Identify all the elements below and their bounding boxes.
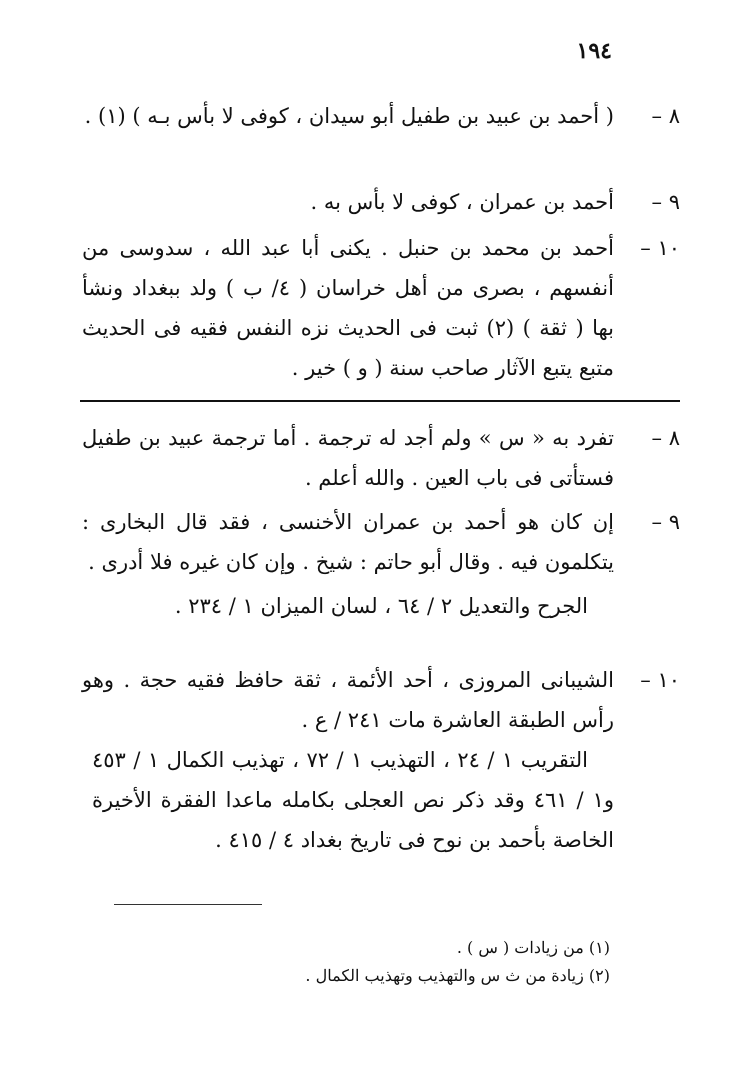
page-number: ١٩٤: [576, 38, 612, 64]
entry-text: أحمد بن محمد بن حنبل . يكنى أبا عبد الله ، سدوسى من أنفسهم ، بصرى من أهل خراسان ( ٤/ ب ) ولد ببغداد ونشأ بها ( ثقة ) (٢) ثبت فى الحديث نزه النفس فقيه فى الحديث متبع يتبع الآثار صاحب سنة ( و ) خير .: [82, 236, 614, 380]
note-reference: الجرح والتعديل ٢ / ٦٤ ، لسان الميزان ١ / ٢٣٤ .: [174, 594, 588, 618]
note-text: الشيبانى المروزى ، أحد الأئمة ، ثقة حافظ فقيه حجة . وهو رأس الطبقة العاشرة مات ٢٤١ / ع .: [82, 668, 614, 732]
note-number: ٨ –: [651, 426, 680, 450]
footnotes: [130, 934, 610, 990]
section-divider: [80, 400, 680, 402]
entry-text: أحمد بن عمران ، كوفى لا بأس به .: [310, 190, 614, 214]
note-8: [82, 418, 680, 498]
entry-number: ٨ –: [651, 104, 680, 128]
footnote-rule: [114, 904, 262, 905]
note-text: تفرد به « س » ولم أجد له ترجمة . أما ترجمة عبيد بن طفيل فستأتى فى باب العين . والله أعلم .: [82, 426, 614, 490]
note-number: ٩ –: [651, 510, 680, 534]
entry-number: ٩ –: [651, 190, 680, 214]
entry-number: ١٠ –: [640, 236, 680, 260]
footnote-1: (١) من زيادات ( س ) .: [456, 938, 610, 957]
entry-text: ( أحمد بن عبيد بن طفيل أبو سيدان ، كوفى لا بأس بـه ) (١) .: [84, 104, 614, 128]
note-text: إن كان هو أحمد بن عمران الأخنسى ، فقد قال البخارى : يتكلمون فيه . وقال أبو حاتم : شيخ . وإن كان غيره فلا أدرى .: [82, 510, 614, 574]
footnote-2: (٢) زيادة من ث س والتهذيب وتهذيب الكمال .: [305, 966, 610, 985]
note-reference: التقريب ١ / ٢٤ ، التهذيب ١ / ٧٢ ، تهذيب الكمال ١ / ٤٥٣ و١ / ٤٦١ وقد ذكر نص العجلى بكامله ماعدا الفقرة الأخيرة الخاصة بأحمد بن نوح فى تاريخ بغداد ٤ / ٤١٥ .: [92, 748, 614, 852]
main-entry-8: [82, 96, 680, 136]
note-number: ١٠ –: [640, 668, 680, 692]
note-9: [82, 502, 680, 626]
note-10: [82, 660, 680, 860]
main-entry-9: [82, 182, 680, 222]
main-entry-10: [82, 228, 680, 388]
